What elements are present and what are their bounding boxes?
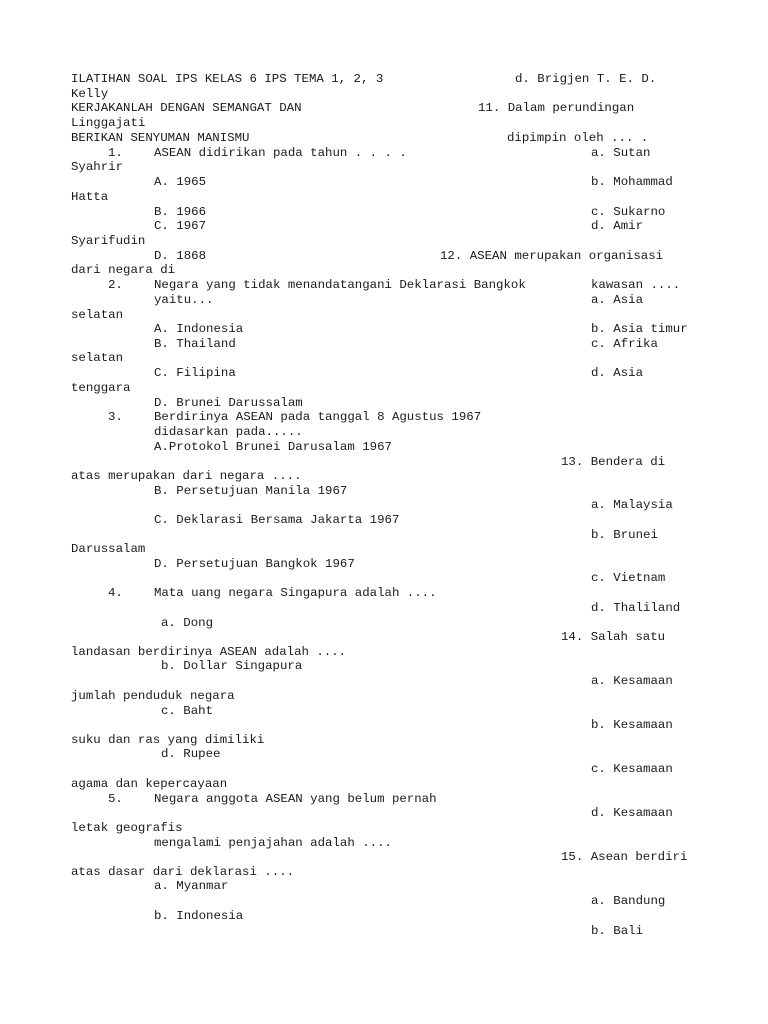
text-line: Syarifudin [71,234,146,248]
question-1: ASEAN didirikan pada tahun . . . . [154,146,407,160]
text-line: Darussalam [71,542,146,556]
document-title: ILATIHAN SOAL IPS KELAS 6 IPS TEMA 1, 2, 3 [71,72,384,86]
option-text: C. Deklarasi Bersama Jakarta 1967 [154,513,400,527]
text-line: agama dan kepercayaan [71,777,228,791]
question-11: 11. Dalam perundingan [478,101,635,115]
text-line: jumlah penduduk negara [71,689,235,703]
option-text: a. Myanmar [154,879,229,893]
option-text: b. Asia timur [591,322,688,336]
text-line: landasan berdirinya ASEAN adalah .... [71,645,347,659]
question-number: 2. [108,278,123,292]
question-5: Negara anggota ASEAN yang belum pernah [154,792,437,806]
document-subtitle: BERIKAN SENYUMAN MANISMU [71,131,250,145]
question-text: yaitu... [154,293,214,307]
option-text: d. Brigjen T. E. D. [515,72,657,86]
question-number: 3. [108,410,123,424]
option-text: a. Asia [591,293,644,307]
text-line: Syahrir [71,160,124,174]
option-text: c. Baht [161,704,214,718]
question-text: mengalami penjajahan adalah .... [154,836,392,850]
text-line: Hatta [71,190,109,204]
option-text: b. Mohammad [591,175,673,189]
question-2: Negara yang tidak menandatangani Deklarasi Bangkok [154,278,526,292]
question-13: 13. Bendera di [561,455,666,469]
question-3: Berdirinya ASEAN pada tanggal 8 Agustus 1967 [154,410,482,424]
question-text: kawasan .... [591,278,681,292]
text-line: tenggara [71,381,131,395]
option-text: b. Indonesia [154,909,244,923]
option-text: C. Filipina [154,366,236,380]
option-text: B. 1966 [154,205,207,219]
option-text: B. Persetujuan Manila 1967 [154,484,348,498]
option-text: c. Afrika [591,337,658,351]
option-text: A. Indonesia [154,322,244,336]
question-4: Mata uang negara Singapura adalah .... [154,586,437,600]
option-text: B. Thailand [154,337,236,351]
option-text: D. Persetujuan Bangkok 1967 [154,557,355,571]
option-text: d. Amir [591,219,644,233]
text-line: suku dan ras yang dimiliki [71,733,265,747]
option-text: c. Sukarno [591,205,666,219]
question-12: 12. ASEAN merupakan organisasi [440,249,664,263]
text-line: atas dasar dari deklarasi .... [71,865,295,879]
option-text: c. Vietnam [591,571,666,585]
text-line: selatan [71,308,124,322]
option-text: d. Kesamaan [591,806,673,820]
option-text: b. Brunei [591,528,658,542]
option-text: a. Dong [161,616,214,630]
text-line: atas merupakan dari negara .... [71,469,302,483]
text-line: selatan [71,351,124,365]
option-text: D. Brunei Darussalam [154,396,303,410]
question-15: 15. Asean berdiri [561,850,688,864]
text-line: dari negara di [71,263,176,277]
question-14: 14. Salah satu [561,630,666,644]
question-number: 5. [108,792,123,806]
option-text: C. 1967 [154,219,207,233]
option-text: A. 1965 [154,175,207,189]
option-text: b. Bali [591,924,644,938]
text-line: Kelly [71,87,109,101]
option-text: d. Asia [591,366,644,380]
option-text: b. Kesamaan [591,718,673,732]
option-text: a. Bandung [591,894,666,908]
text-line: Linggajati [71,116,146,130]
option-text: d. Thaliland [591,601,681,615]
document-subtitle: KERJAKANLAH DENGAN SEMANGAT DAN [71,101,302,115]
option-text: a. Kesamaan [591,674,673,688]
option-text: d. Rupee [161,747,221,761]
option-text: b. Dollar Singapura [161,659,303,673]
question-number: 4. [108,586,123,600]
question-number: 1. [108,146,123,160]
option-text: c. Kesamaan [591,762,673,776]
option-text: A.Protokol Brunei Darusalam 1967 [154,440,392,454]
question-text: didasarkan pada..... [154,425,303,439]
text-line: letak geografis [71,821,183,835]
option-text: D. 1868 [154,249,207,263]
question-text: dipimpin oleh ... . [507,131,649,145]
option-text: a. Malaysia [591,498,673,512]
option-text: a. Sutan [591,146,651,160]
